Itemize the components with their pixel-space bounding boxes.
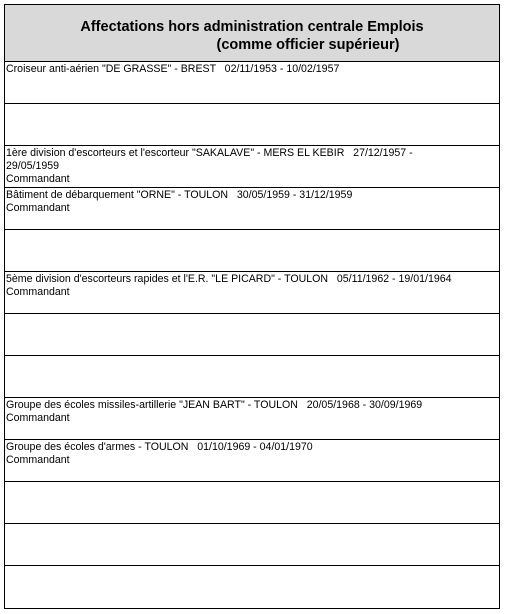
table-row xyxy=(5,566,499,608)
table-subtitle: (comme officier supérieur) xyxy=(216,37,400,53)
table-title: Affectations hors administration centrale Emplois xyxy=(80,19,424,35)
row-text-line1: Groupe des écoles missiles-artillerie "JEAN BART" - TOULON 20/05/1968 - 30/09/1969 xyxy=(6,399,423,411)
row-text-line2: Commandant xyxy=(6,454,70,467)
table-body xyxy=(5,62,499,608)
row-text-line2: Commandant xyxy=(6,286,70,299)
table-row xyxy=(5,356,499,398)
row-text-line2: Commandant xyxy=(6,202,70,215)
table-row xyxy=(5,482,499,524)
table-row xyxy=(5,104,499,146)
table-row xyxy=(5,440,499,482)
row-text-line3: Commandant xyxy=(6,173,70,186)
assignments-table xyxy=(4,4,500,609)
table-header xyxy=(5,5,499,62)
row-text-line1: Croiseur anti-aérien "DE GRASSE" - BREST 02/11/1953 - 10/02/1957 xyxy=(6,63,340,75)
row-text-line1: 5ème division d'escorteurs rapides et l'E.R. "LE PICARD" - TOULON 05/11/1962 - 19/01/1964 xyxy=(6,273,452,285)
table-row xyxy=(5,146,499,188)
row-text-line2: 29/05/1959 xyxy=(6,160,60,173)
table-row xyxy=(5,230,499,272)
row-text-line1: 1ère division d'escorteurs et l'escorteur "SAKALAVE" - MERS EL KEBIR 27/12/1957 - xyxy=(6,147,413,159)
table-row xyxy=(5,272,499,314)
row-text-line1: Bâtiment de débarquement "ORNE" - TOULON 30/05/1959 - 31/12/1959 xyxy=(6,189,353,201)
row-text-line2: Commandant xyxy=(6,412,70,425)
table-row xyxy=(5,62,499,104)
row-text-line1: Groupe des écoles d'armes - TOULON 01/10/1969 - 04/01/1970 xyxy=(6,441,313,453)
table-row xyxy=(5,188,499,230)
table-row xyxy=(5,398,499,440)
table-row xyxy=(5,524,499,566)
table-row xyxy=(5,314,499,356)
